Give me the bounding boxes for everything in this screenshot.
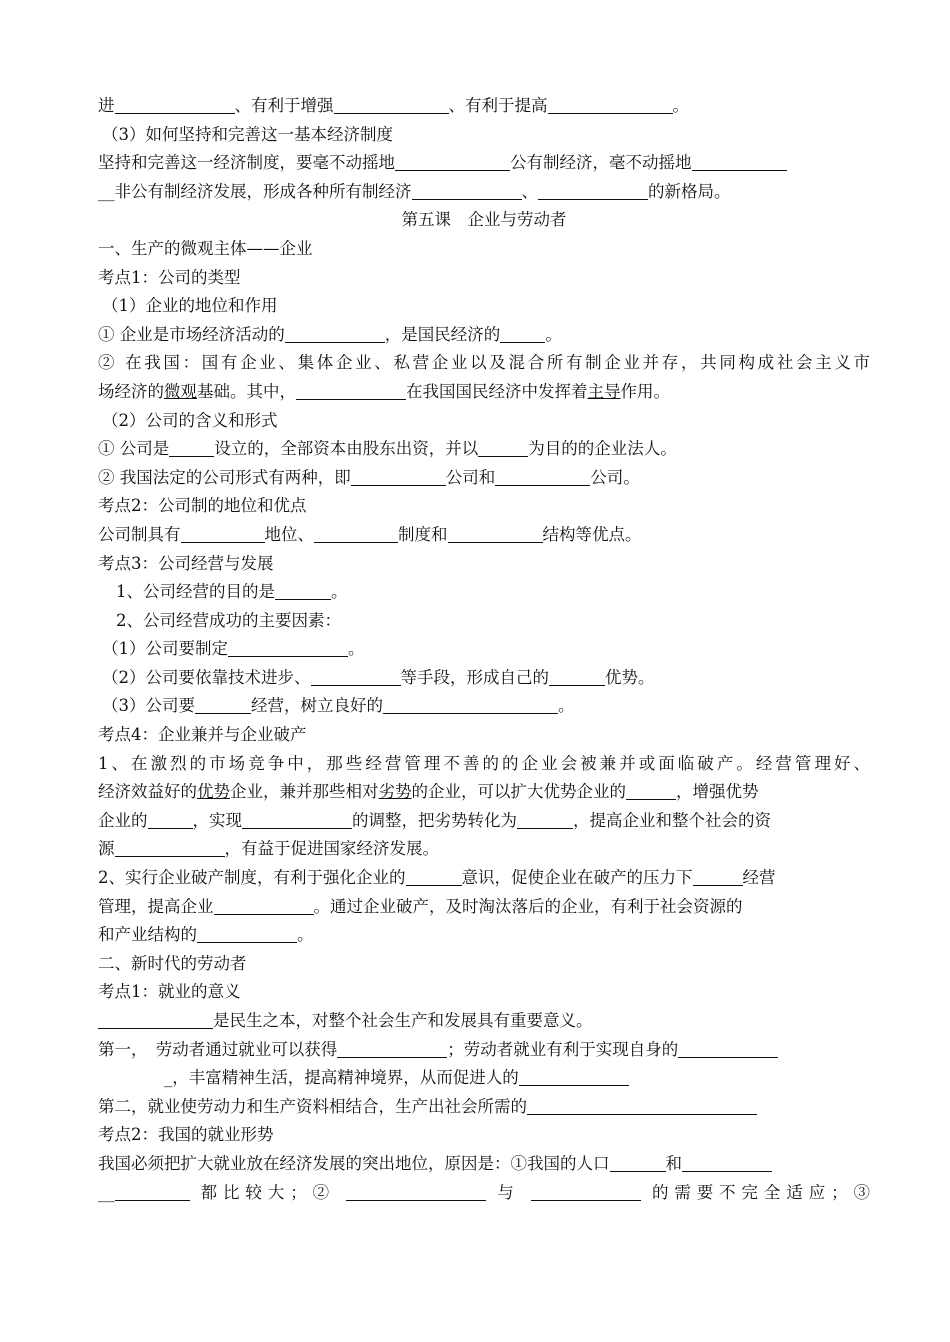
text-line — [98, 1179, 870, 1208]
fill-blank[interactable] — [406, 867, 462, 886]
fill-blank[interactable] — [538, 181, 648, 200]
text-line — [98, 778, 870, 807]
fill-blank[interactable] — [115, 95, 235, 114]
text-line — [98, 921, 870, 950]
text-line — [98, 664, 870, 693]
text-line — [98, 635, 870, 664]
lesson-title — [98, 206, 870, 235]
text-segment: ；劳动者就业有利于实现自身的 — [447, 1039, 679, 1059]
subsection-heading — [98, 292, 870, 321]
point-heading — [98, 550, 870, 579]
text-segment: 考点4：企业兼并与企业破产 — [98, 725, 307, 745]
text-segment: 2、公司经营成功的主要因素： — [116, 610, 341, 630]
fill-blank[interactable] — [242, 810, 352, 829]
text-segment: 我国必须把扩大就业放在经济发展的突出地位，原因是：①我国的人口 — [98, 1153, 610, 1173]
text-segment: 第一， 劳动者通过就业可以获得 — [98, 1039, 338, 1059]
text-segment: 、 — [521, 181, 538, 201]
fill-blank[interactable] — [626, 781, 676, 800]
text-line — [98, 835, 870, 864]
fill-blank[interactable] — [275, 581, 331, 600]
text-line — [98, 1093, 870, 1122]
text-line — [98, 321, 870, 350]
text-segment: 公司。 — [590, 467, 640, 487]
point-heading — [98, 1121, 870, 1150]
fill-blank[interactable] — [692, 152, 787, 171]
text-line — [98, 378, 870, 407]
text-segment: 公有制经济，毫不动摇地 — [510, 153, 692, 173]
fill-blank[interactable] — [337, 1039, 447, 1058]
fill-blank[interactable] — [549, 667, 605, 686]
text-segment: 。通过企业破产，及时淘汰落后的企业，有利于社会资源的 — [313, 896, 743, 916]
fill-blank[interactable] — [311, 667, 401, 686]
text-segment: 意识，促使企业在破产的压力下 — [461, 868, 693, 888]
text-segment: 作用。 — [620, 381, 670, 401]
text-segment: 公司制具有 — [98, 524, 181, 544]
text-segment: 、有利于增强 — [234, 96, 334, 115]
fill-blank[interactable] — [682, 1153, 772, 1172]
text-line — [98, 607, 870, 636]
text-segment: 。 — [672, 96, 689, 115]
text-segment: 经济效益好的 — [98, 782, 197, 802]
fill-blank[interactable] — [314, 524, 398, 543]
text-segment: 等手段，形成自己的 — [400, 667, 549, 687]
fill-blank[interactable] — [214, 896, 314, 915]
text-line — [98, 464, 870, 493]
text-segment: __非公有制经济发展，形成各种所有制经济 — [98, 181, 412, 201]
fill-blank[interactable] — [527, 1096, 757, 1115]
text-segment: 基础。其中， — [197, 381, 296, 401]
text-segment: 企业，兼并那些相对 — [230, 782, 379, 802]
text-segment: 、有利于提高 — [448, 96, 548, 115]
text-line — [98, 578, 870, 607]
text-segment: 考点1：就业的意义 — [98, 982, 241, 1002]
text-segment: 。 — [558, 696, 575, 716]
text-segment: __ — [98, 1182, 115, 1202]
fill-blank[interactable] — [197, 924, 297, 943]
fill-blank[interactable] — [169, 438, 214, 457]
fill-blank[interactable] — [181, 524, 265, 543]
fill-blank[interactable] — [351, 467, 446, 486]
text-segment: 考点2：我国的就业形势 — [98, 1125, 274, 1145]
fill-blank[interactable] — [296, 381, 406, 400]
text-segment: 二、新时代的劳动者 — [98, 953, 247, 973]
text-line — [98, 435, 870, 464]
underlined-term: 优势 — [197, 782, 230, 802]
text-segment: 考点1：公司的类型 — [98, 267, 241, 287]
text-segment: 场经济的 — [98, 381, 164, 401]
text-segment: 公司和 — [445, 467, 496, 487]
text-line — [98, 750, 870, 779]
underlined-term: 主导 — [587, 381, 621, 401]
text-segment: 都比较大；② — [200, 1182, 335, 1202]
text-segment: 坚持和完善这一经济制度，要毫不动摇地 — [98, 153, 395, 173]
fill-blank[interactable] — [495, 467, 590, 486]
text-segment: （2）公司要依靠技术进步、 — [102, 667, 311, 687]
text-segment: 进 — [98, 96, 115, 115]
text-segment: 设立的，全部资本由股东出资，并以 — [214, 439, 479, 459]
text-segment: 在我国国民经济中发挥着 — [406, 381, 588, 401]
text-line — [98, 864, 870, 893]
text-segment: 地位、 — [264, 524, 314, 544]
text-segment: （2）公司的含义和形式 — [102, 410, 278, 430]
fill-blank[interactable] — [346, 1182, 486, 1201]
fill-blank[interactable] — [548, 95, 673, 114]
text-line — [98, 92, 870, 121]
underlined-term: 劣势 — [378, 782, 412, 802]
text-line — [98, 149, 870, 178]
fill-blank[interactable] — [478, 438, 528, 457]
section-heading — [98, 950, 870, 979]
text-segment: （3）公司要 — [102, 696, 195, 716]
point-heading — [98, 492, 870, 521]
text-segment: ，增强优势 — [676, 782, 759, 802]
text-line — [98, 692, 870, 721]
text-line — [98, 521, 870, 550]
fill-blank[interactable] — [383, 695, 558, 714]
text-line — [98, 807, 870, 836]
text-segment: 结构等优点。 — [542, 524, 642, 544]
document-page — [98, 92, 870, 1207]
text-segment: ① 企业是市场经济活动的 — [98, 324, 285, 344]
text-segment: ② 在我国：国有企业、集体企业、私营企业以及混合所有制企业并存，共同构成社会主义市 — [98, 353, 870, 373]
text-segment: 源 — [98, 839, 115, 859]
text-segment: 1、公司经营的目的是 — [116, 582, 275, 602]
text-segment: 制度和 — [398, 524, 448, 544]
fill-blank[interactable] — [148, 810, 193, 829]
text-segment: 的需要不完全适应；③ — [651, 1182, 871, 1202]
text-segment: 是民生之本，对整个社会生产和发展具有重要意义。 — [213, 1011, 593, 1030]
text-line — [98, 1064, 870, 1093]
text-line — [98, 893, 870, 922]
text-segment: 经营，树立良好的 — [251, 696, 383, 716]
text-segment: 经营 — [742, 868, 776, 888]
text-segment: 为目的的企业法人。 — [528, 439, 677, 459]
text-segment: 。 — [297, 925, 314, 945]
fill-blank[interactable] — [448, 524, 543, 543]
text-segment: ，实现 — [192, 810, 242, 830]
fill-blank[interactable] — [693, 867, 743, 886]
section-heading — [98, 235, 870, 264]
text-segment: 第五课 企业与劳动者 — [401, 210, 567, 230]
text-segment: 2、实行企业破产制度，有利于强化企业的 — [98, 868, 406, 888]
fill-blank[interactable] — [519, 1067, 629, 1086]
text-segment: 企业的 — [98, 810, 148, 830]
fill-blank[interactable] — [678, 1039, 778, 1058]
subsection-heading — [98, 121, 870, 150]
fill-blank[interactable] — [195, 695, 251, 714]
point-heading — [98, 978, 870, 1007]
text-segment: 和产业结构的 — [98, 925, 197, 945]
text-segment: 。 — [348, 639, 365, 659]
fill-blank[interactable] — [334, 95, 449, 114]
fill-blank[interactable] — [115, 838, 225, 857]
text-segment: ① 公司是 — [98, 439, 170, 459]
text-line — [98, 1036, 870, 1065]
text-line — [98, 349, 870, 378]
text-segment: （1）企业的地位和作用 — [102, 296, 278, 316]
point-heading — [98, 721, 870, 750]
text-segment: 的企业，可以扩大优势企业的 — [411, 782, 626, 802]
fill-blank[interactable] — [610, 1153, 666, 1172]
point-heading — [98, 264, 870, 293]
text-line — [98, 178, 870, 207]
text-line — [98, 1007, 870, 1036]
text-segment: _，丰富精神生活，提高精神境界，从而促进人的 — [164, 1068, 519, 1088]
text-segment: 。 — [331, 582, 348, 602]
fill-blank[interactable] — [500, 324, 545, 343]
fill-blank[interactable] — [395, 152, 510, 171]
text-segment: 一、生产的微观主体——企业 — [98, 238, 313, 258]
fill-blank[interactable] — [412, 181, 522, 200]
fill-blank[interactable] — [98, 1010, 213, 1029]
text-segment: 的新格局。 — [648, 181, 731, 201]
text-segment: ，有益于促进国家经济发展。 — [224, 839, 439, 859]
text-segment: 与 — [497, 1182, 520, 1202]
fill-blank[interactable] — [285, 324, 385, 343]
text-segment: ，是国民经济的 — [384, 324, 501, 344]
text-segment: 考点3：公司经营与发展 — [98, 553, 274, 573]
fill-blank[interactable] — [228, 638, 348, 657]
text-segment: （1）公司要制定 — [102, 639, 228, 659]
text-segment: 的调整，把劣势转化为 — [352, 810, 517, 830]
text-segment: 考点2：公司制的地位和优点 — [98, 496, 307, 516]
fill-blank[interactable] — [531, 1182, 641, 1201]
text-segment: 管理，提高企业 — [98, 896, 214, 916]
text-segment: 第二，就业使劳动力和生产资料相结合，生产出社会所需的 — [98, 1096, 527, 1116]
text-segment: 。 — [545, 324, 562, 344]
text-segment: 和 — [665, 1153, 682, 1173]
text-line — [98, 1150, 870, 1179]
text-segment: （3）如何坚持和完善这一基本经济制度 — [102, 124, 393, 144]
text-segment: 1、在激烈的市场竞争中，那些经营管理不善的的企业会被兼并或面临破产。经营管理好、 — [98, 753, 870, 773]
text-segment: ② 我国法定的公司形式有两种，即 — [98, 467, 351, 487]
underlined-term: 微观 — [164, 381, 197, 401]
fill-blank[interactable] — [517, 810, 573, 829]
subsection-heading — [98, 407, 870, 436]
text-segment: ，提高企业和整个社会的资 — [573, 810, 771, 830]
fill-blank[interactable] — [115, 1182, 190, 1201]
text-segment: 优势。 — [605, 667, 655, 687]
